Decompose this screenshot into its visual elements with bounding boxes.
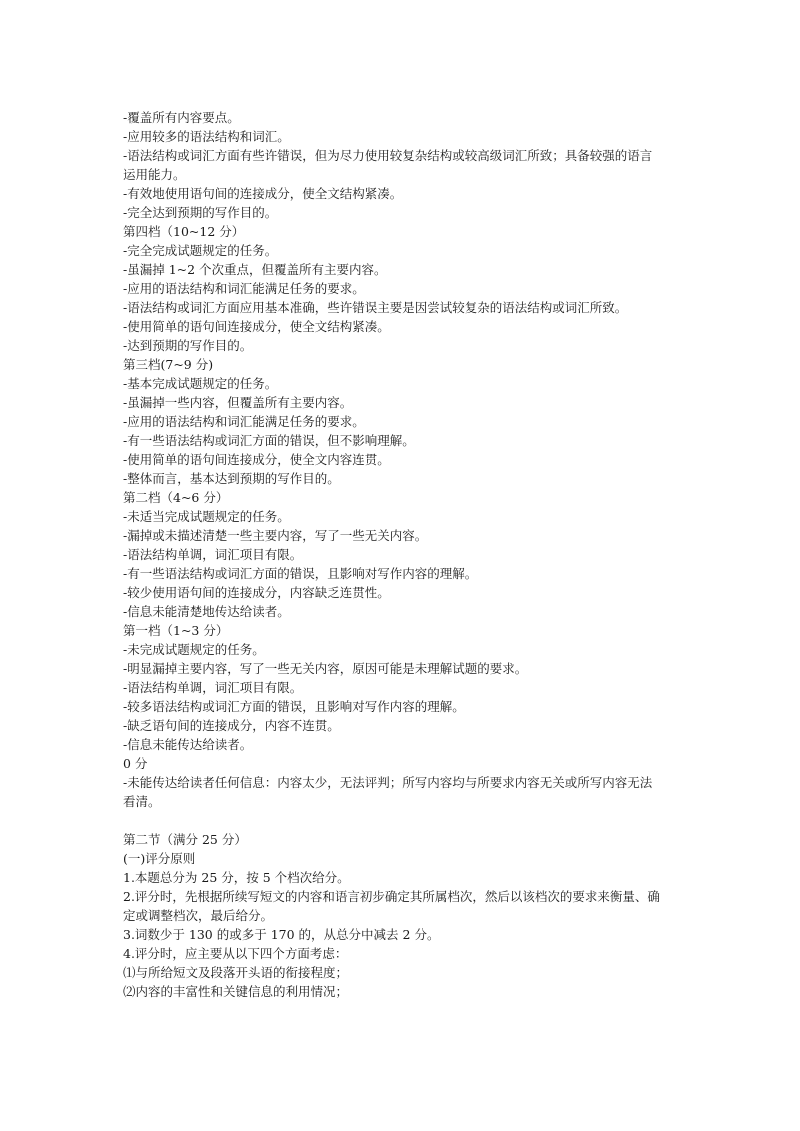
text-line: -漏掉或未描述清楚一些主要内容，写了一些无关内容。 [123, 528, 428, 543]
text-line: 运用能力。 [123, 167, 186, 182]
section-heading: 第三档(7~9 分) [123, 357, 214, 372]
document-body [123, 108, 683, 1001]
text-line: -语法结构单调，词汇项目有限。 [123, 547, 303, 562]
text-line: 4.评分时，应主要从以下四个方面考虑： [123, 946, 348, 961]
text-line: -有一些语法结构或词汇方面的错误，但不影响理解。 [123, 433, 415, 448]
text-line: -虽漏掉一些内容，但覆盖所有主要内容。 [123, 395, 353, 410]
text-line: -使用简单的语句间连接成分，使全文内容连贯。 [123, 452, 390, 467]
section-heading: 第二节（满分 25 分） [123, 832, 247, 847]
text-line: -明显漏掉主要内容，写了一些无关内容，原因可能是未理解试题的要求。 [123, 661, 528, 676]
section-heading: 0 分 [123, 756, 148, 771]
text-line: -覆盖所有内容要点。 [123, 110, 240, 125]
text-line: -未完成试题规定的任务。 [123, 642, 265, 657]
text-line: -有一些语法结构或词汇方面的错误，且影响对写作内容的理解。 [123, 566, 478, 581]
text-line: ⑴与所给短文及段落开头语的衔接程度； [123, 965, 349, 980]
text-line: -信息未能传达给读者。 [123, 737, 253, 752]
text-line: -有效地使用语句间的连接成分，使全文结构紧凑。 [123, 186, 403, 201]
text-line: 定或调整档次，最后给分。 [123, 908, 274, 923]
text-line: -达到预期的写作目的。 [123, 338, 253, 353]
text-line: 2.评分时，先根据所续写短文的内容和语言初步确定其所属档次，然后以该档次的要求来衡量、确 [123, 889, 660, 904]
text-line: -应用的语法结构和词汇能满足任务的要求。 [123, 414, 365, 429]
text-line: -语法结构单调，词汇项目有限。 [123, 680, 303, 695]
section-heading: 第二档（4~6 分） [123, 490, 229, 505]
paragraph-gap [123, 811, 683, 830]
text-line: -信息未能清楚地传达给读者。 [123, 604, 290, 619]
section-heading: 第四档（10~12 分） [123, 224, 245, 239]
text-line: -基本完成试题规定的任务。 [123, 376, 278, 391]
text-line: 1.本题总分为 25 分，按 5 个档次给分。 [123, 870, 350, 885]
text-line: 看清。 [123, 794, 161, 809]
text-line: -未适当完成试题规定的任务。 [123, 509, 290, 524]
text-line: -语法结构或词汇方面有些许错误，但为尽力使用较复杂结构或较高级词汇所致；具备较强的语言 [123, 148, 653, 163]
text-line: 3.词数少于 130 的或多于 170 的，从总分中减去 2 分。 [123, 927, 440, 942]
text-line: -较少使用语句间的连接成分，内容缺乏连贯性。 [123, 585, 390, 600]
text-line: -缺乏语句间的连接成分，内容不连贯。 [123, 718, 340, 733]
text-line: -语法结构或词汇方面应用基本准确，些许错误主要是因尝试较复杂的语法结构或词汇所致。 [123, 300, 628, 315]
text-line: -未能传达给读者任何信息：内容太少，无法评判；所写内容均与所要求内容无关或所写内容无法 [123, 775, 653, 790]
text-line: ⑵内容的丰富性和关键信息的利用情况； [123, 984, 349, 999]
text-line: -使用简单的语句间连接成分，使全文结构紧凑。 [123, 319, 390, 334]
text-line: -应用的语法结构和词汇能满足任务的要求。 [123, 281, 365, 296]
text-line: -应用较多的语法结构和词汇。 [123, 129, 290, 144]
text-line: (一)评分原则 [123, 851, 196, 866]
text-line: -完全完成试题规定的任务。 [123, 243, 278, 258]
text-line: -较多语法结构或词汇方面的错误，且影响对写作内容的理解。 [123, 699, 465, 714]
text-line: -整体而言，基本达到预期的写作目的。 [123, 471, 340, 486]
text-line: -虽漏掉 1~2 个次重点，但覆盖所有主要内容。 [123, 262, 387, 277]
text-line: -完全达到预期的写作目的。 [123, 205, 278, 220]
section-heading: 第一档（1~3 分） [123, 623, 229, 638]
